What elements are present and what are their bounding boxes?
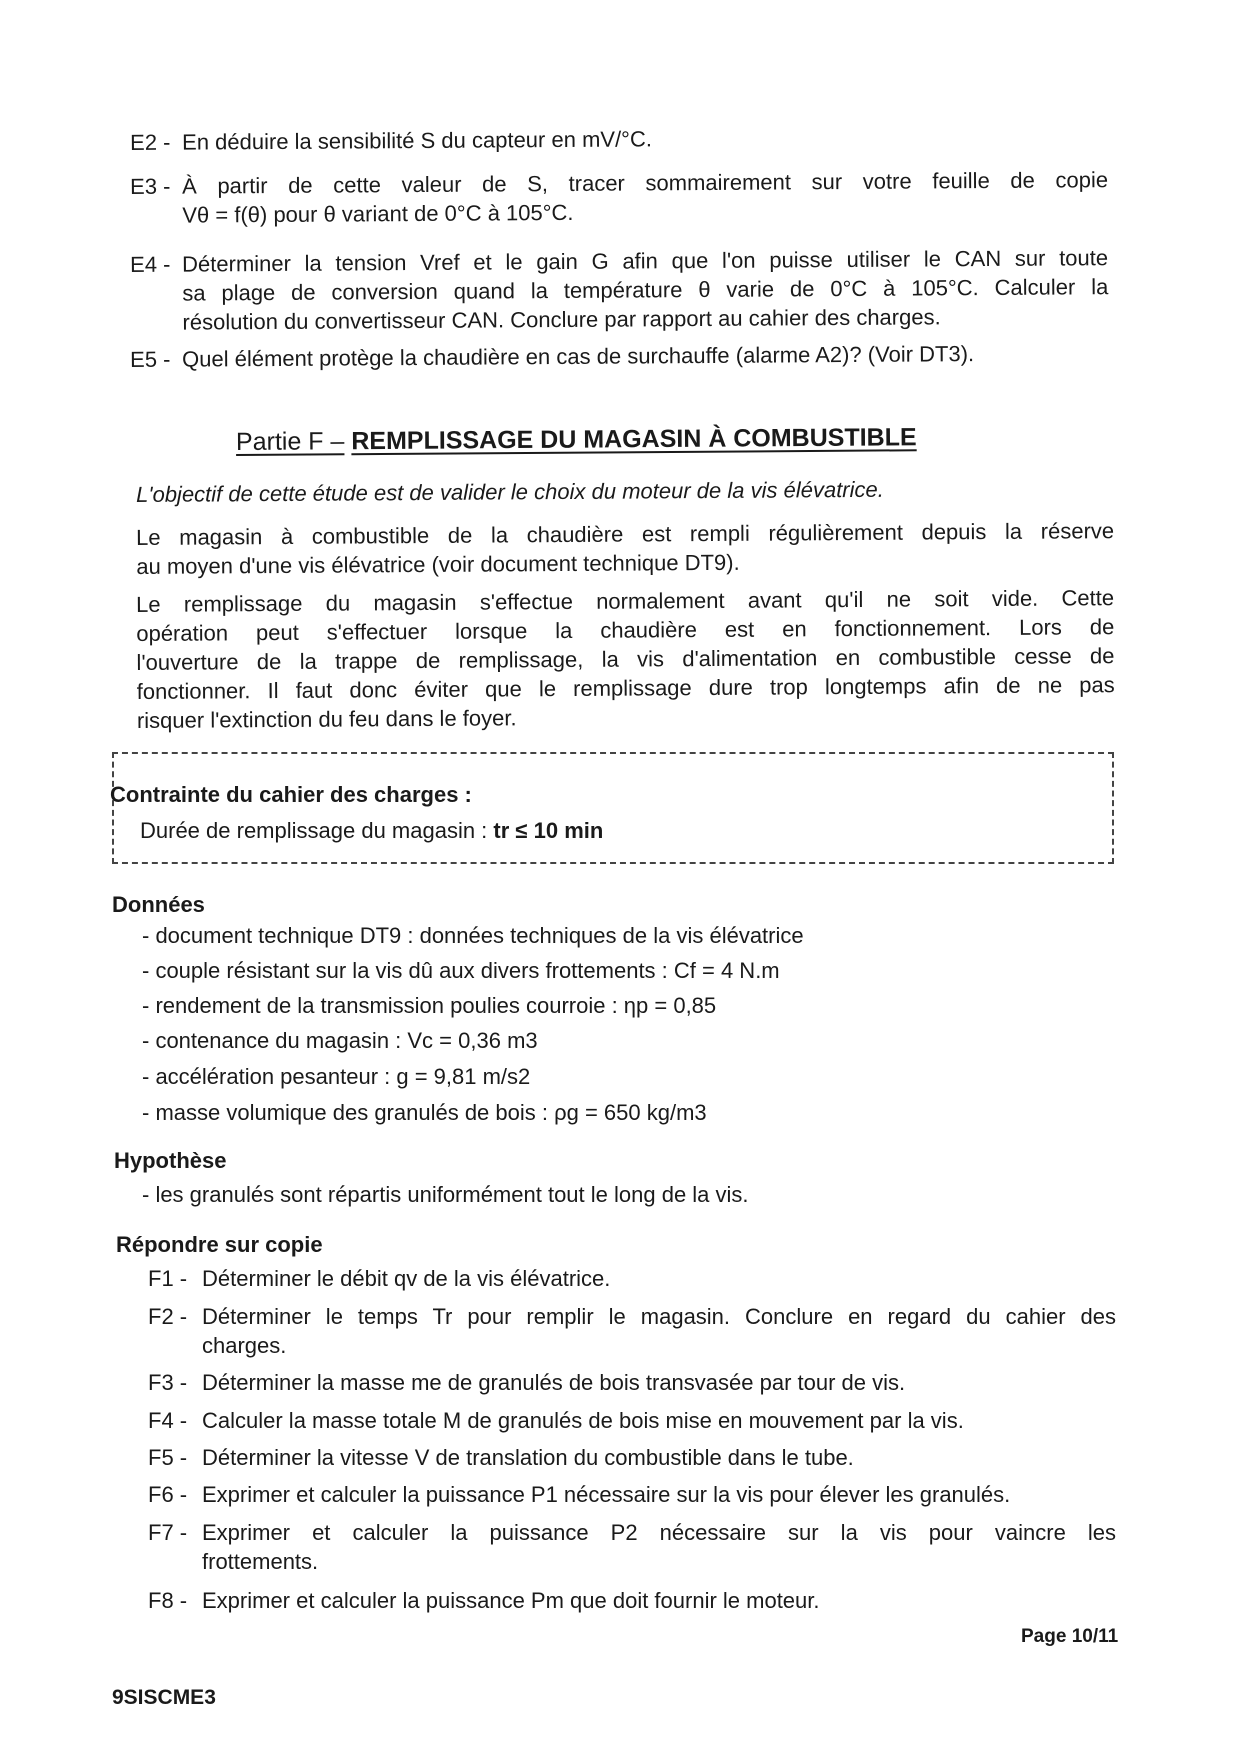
objective-text: [136, 473, 1114, 509]
constraint-title: Contrainte du cahier des charges :: [110, 782, 472, 807]
question-label: F6 -: [148, 1482, 188, 1507]
question-line: frottements.: [202, 1549, 319, 1574]
data-item: - masse volumique des granulés de bois : ρg = 650 kg/m3: [142, 1100, 707, 1125]
question-line: Quel élément protège la chaudière en cas de surchauffe (alarme A2)? (Voir DT3).: [182, 341, 975, 372]
question-line: Déterminer le débit qv de la vis élévatrice.: [202, 1266, 611, 1291]
question-e3: [130, 165, 1109, 228]
question-label: F1 -: [148, 1266, 188, 1291]
section-title: [236, 423, 917, 457]
constraint-label: Durée de remplissage du magasin :: [140, 818, 488, 843]
question-e5: [130, 338, 1108, 372]
question-line: Exprimer et calculer la puissance P1 nécessaire sur la vis pour élever les granulés.: [202, 1482, 1011, 1507]
paragraph-line: fonctionner. Il faut donc éviter que le remplissage dure trop longtemps afin de ne pas: [136, 672, 1115, 704]
question-line: Déterminer la tension Vref et le gain G afin que l'on puisse utiliser le CAN sur toute: [182, 245, 1109, 277]
question-line: Exprimer et calculer la puissance Pm que doit fournir le moteur.: [202, 1588, 820, 1613]
question-line: Déterminer le temps Tr pour remplir le magasin. Conclure en regard du cahier des: [202, 1304, 1116, 1329]
paragraph-line: Le remplissage du magasin s'effectue normalement avant qu'il ne soit vide. Cette: [136, 585, 1115, 617]
data-item: - accélération pesanteur : g = 9,81 m/s2: [142, 1064, 531, 1089]
question-line: charges.: [202, 1333, 287, 1358]
question-line: Déterminer la vitesse V de translation du combustible dans le tube.: [202, 1445, 854, 1470]
paragraph-line: au moyen d'une vis élévatrice (voir document technique DT9).: [136, 549, 740, 579]
question-line: résolution du convertisseur CAN. Conclure par rapport au cahier des charges.: [182, 304, 941, 335]
question-label: F7 -: [148, 1520, 188, 1545]
question-label: F8 -: [148, 1588, 188, 1613]
body-paragraph: [136, 583, 1115, 735]
question-line: sa plage de conversion quand la température θ varie de 0°C à 105°C. Calculer la: [182, 274, 1109, 306]
constraint-text: [140, 818, 603, 844]
answer-heading: Répondre sur copie: [116, 1232, 323, 1257]
question-label: F5 -: [148, 1445, 188, 1470]
question-line: À partir de cette valeur de S, tracer sommairement sur votre feuille de copie: [182, 167, 1109, 199]
question-line: Exprimer et calculer la puissance P2 nécessaire sur la vis pour vaincre les: [202, 1520, 1116, 1545]
constraint-value: tr ≤ 10 min: [493, 818, 604, 843]
page-number: Page 10/11: [1021, 1626, 1119, 1647]
question-line: En déduire la sensibilité S du capteur en mV/°C.: [182, 126, 653, 155]
paragraph-line: Le magasin à combustible de la chaudière est rempli régulièrement depuis la réserve: [136, 518, 1115, 550]
constraint-box: [112, 752, 1114, 864]
intro-paragraph: [136, 516, 1114, 581]
question-label: E2 -: [130, 129, 171, 155]
section-title-prefix: Partie F –: [235, 427, 345, 456]
question-label: E5 -: [130, 346, 171, 372]
data-item: - rendement de la transmission poulies courroie : ηp = 0,85: [142, 993, 717, 1018]
paragraph-line: risquer l'extinction du feu dans le foyer.: [136, 705, 517, 733]
data-item: - contenance du magasin : Vc = 0,36 m3: [142, 1028, 538, 1053]
question-label: F3 -: [148, 1370, 188, 1395]
question-label: E3 -: [130, 173, 171, 199]
hypothesis-item: - les granulés sont répartis uniformément tout le long de la vis.: [142, 1182, 749, 1207]
question-line: Déterminer la masse me de granulés de bois transvasée par tour de vis.: [202, 1370, 906, 1395]
question-label: F2 -: [148, 1304, 188, 1329]
data-heading: Données: [112, 892, 205, 917]
objective-line: L'objectif de cette étude est de valider le choix du moteur de la vis élévatrice.: [136, 476, 884, 507]
data-item: - document technique DT9 : données techniques de la vis élévatrice: [142, 923, 804, 948]
question-line: Vθ = f(θ) pour θ variant de 0°C à 105°C.: [182, 199, 574, 228]
question-line: Calculer la masse totale M de granulés de bois mise en mouvement par la vis.: [202, 1408, 964, 1433]
question-e4: [130, 243, 1109, 335]
paragraph-line: opération peut s'effectuer lorsque la chaudière est en fonctionnement. Lors de: [136, 614, 1115, 646]
hypothesis-heading: Hypothèse: [114, 1148, 227, 1173]
data-item: - couple résistant sur la vis dû aux divers frottements : Cf = 4 N.m: [142, 958, 780, 983]
document-code: 9SISCME3: [112, 1686, 216, 1709]
question-e2: [130, 121, 1108, 155]
question-label: F4 -: [148, 1408, 188, 1433]
paragraph-line: l'ouverture de la trappe de remplissage, la vis d'alimentation en combustible cesse de: [136, 643, 1115, 675]
question-label: E4 -: [130, 251, 171, 277]
section-title-name: REMPLISSAGE DU MAGASIN À COMBUSTIBLE: [351, 423, 917, 456]
